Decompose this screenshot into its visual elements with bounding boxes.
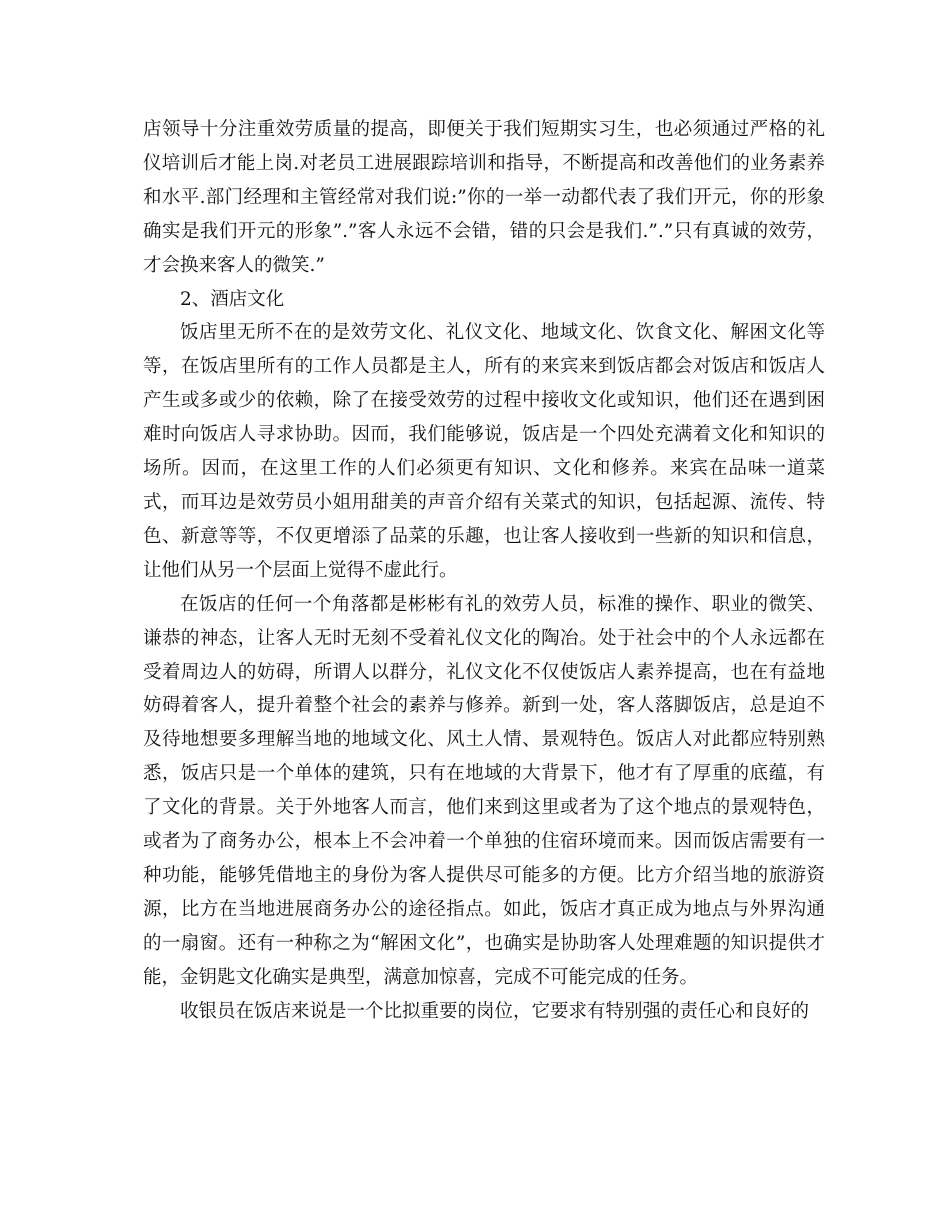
paragraph-2: 饭店里无所不在的是效劳文化、礼仪文化、地域文化、饮食文化、解困文化等等，在饭店里所有的工作人员都是主人，所有的来宾来到饭店都会对饭店和饭店人产生或多或少的依赖，除了在接受效劳的过程中接收文化或知识，他们还在遇到困难时向饭店人寻求协助。因而，我们能够说，饭店是一个四处充满着文化和知识的场所。因而，在这里工作的人们必须更有知识、文化和修养。来宾在品味一道菜式，而耳边是效劳员小姐用甜美的声音介绍有关菜式的知识，包括起源、流传、特色、新意等等，不仅更增添了品菜的乐趣，也让客人接收到一些新的知识和信息，让他们从另一个层面上觉得不虚此行。	[143, 322, 825, 581]
paragraph-1: 店领导十分注重效劳质量的提高，即便关于我们短期实习生，也必须通过严格的礼仪培训后才能上岗.对老员工进展跟踪培训和指导，不断提高和改善他们的业务素养和水平.部门经理和主管经常对我们说:”你的一举一动都代表了我们开元，你的形象确实是我们开元的形象”.”客人永远不会错，错的只会是我们.”.”只有真诚的效劳，才会换来客人的微笑.”	[143, 119, 825, 276]
section-heading: 2、酒店文化	[180, 288, 285, 310]
document-body	[143, 113, 825, 1028]
paragraph-3: 在饭店的任何一个角落都是彬彬有礼的效劳人员，标准的操作、职业的微笑、谦恭的神态，让客人无时无刻不受着礼仪文化的陶冶。处于社会中的个人永远都在受着周边人的妨碍，所谓人以群分，礼仪文化不仅使饭店人素养提高，也在有益地妨碍着客人，提升着整个社会的素养与修养。新到一处，客人落脚饭店，总是迫不及待地想要多理解当地的地域文化、风土人情、景观特色。饭店人对此都应特别熟悉，饭店只是一个单体的建筑，只有在地域的大背景下，他才有了厚重的底蕴，有了文化的背景。关于外地客人而言，他们来到这里或者为了这个地点的景观特色，或者为了商务办公，根本上不会冲着一个单独的住宿环境而来。因而饭店需要有一种功能，能够凭借地主的身份为客人提供尽可能多的方便。比方介绍当地的旅游资源，比方在当地进展商务办公的途径指点。如此，饭店才真正成为地点与外界沟通的一扇窗。还有一种称之为“解困文化”，也确实是协助客人处理难题的知识提供才能，金钥匙文化确实是典型，满意加惊喜，完成不可能完成的任务。	[143, 593, 825, 988]
paragraph-4: 收银员在饭店来说是一个比拟重要的岗位，它要求有特别强的责任心和良好的	[180, 1000, 810, 1022]
